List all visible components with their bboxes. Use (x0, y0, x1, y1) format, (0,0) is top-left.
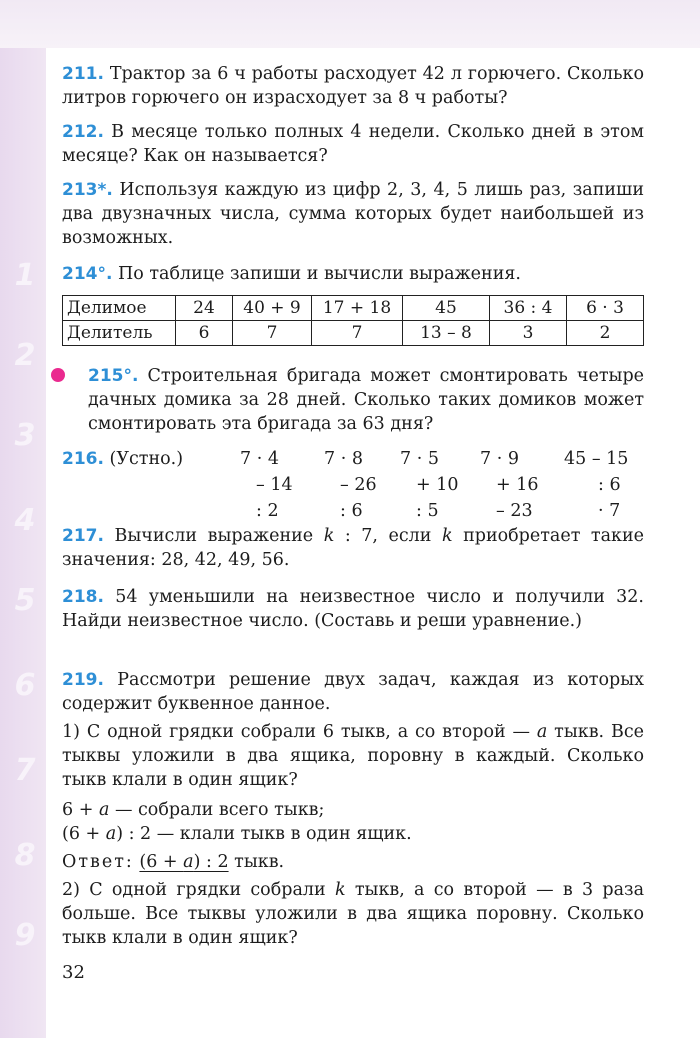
exercise-number: 211. (62, 64, 104, 84)
expression-column (564, 446, 628, 524)
expression-line: – 23 (496, 501, 533, 521)
exercise-219 (62, 668, 644, 716)
exercise-text: Вычисли выражение (103, 526, 324, 546)
solution-text: ) : 2 — клали тыкв в один ящик. (116, 824, 412, 844)
expression-line: + 16 (496, 475, 539, 495)
expression-line: + 10 (416, 475, 459, 495)
expression-column (240, 446, 293, 524)
exercise-214 (62, 262, 644, 286)
page-header-band (0, 0, 700, 48)
expression-column (480, 446, 539, 524)
table-row (63, 296, 644, 321)
exercise-number: 215°. (88, 366, 139, 386)
solution-line-1 (62, 798, 644, 822)
expression-line: 45 – 15 (564, 449, 629, 469)
exercise-text: Рассмотри решение двух задач, каждая из которых содержит буквенное данное. (62, 670, 644, 714)
expression-line: – 26 (340, 475, 377, 495)
exercise-212 (62, 120, 644, 168)
task-text: 2) С одной грядки собрали (62, 880, 335, 900)
exercise-218 (62, 585, 644, 633)
expression-line: : 6 (340, 501, 363, 521)
expression-line: – 14 (256, 475, 293, 495)
expression-column (400, 446, 459, 524)
table-cell: 6 · 3 (567, 296, 644, 321)
exercise-number: 214°. (62, 264, 113, 284)
table-cell: 45 (403, 296, 490, 321)
side-number: 8 (14, 838, 36, 873)
exercise-number: 212. (62, 122, 104, 142)
expression-line: : 5 (416, 501, 439, 521)
table-cell: Делимое (63, 296, 176, 321)
table-cell: Делитель (63, 321, 176, 346)
side-number: 9 (14, 918, 36, 953)
exercise-216-heading (62, 446, 183, 472)
answer-part: (6 + (139, 852, 184, 872)
side-margin-strip (0, 48, 46, 1038)
table-row (63, 321, 644, 346)
side-number: 6 (14, 668, 36, 703)
task-text: тыкв. Все тыквы уложили в два ящика, поровну в каждый. Сколько тыкв клали в один ящик? (62, 722, 644, 790)
oral-label: (Устно.) (109, 449, 184, 469)
variable: a (183, 852, 194, 872)
solution-text: 6 + (62, 800, 99, 820)
answer-expression (139, 852, 228, 872)
table-cell: 17 + 18 (312, 296, 403, 321)
exercise-marker-icon (51, 368, 65, 382)
answer-line (62, 850, 644, 874)
expression-line: 7 · 5 (400, 449, 439, 469)
expression-line: : 6 (598, 475, 621, 495)
exercise-text: Используя каждую из цифр 2, 3, 4, 5 лишь раз, запиши два двузначных числа, сумма которых будет наибольшей из возможных. (62, 180, 644, 248)
exercise-text: приобретает такие значения: 28, 42, 49, 56. (62, 526, 644, 570)
table-cell: 36 : 4 (490, 296, 567, 321)
exercise-213 (62, 178, 644, 250)
exercise-number: 218. (62, 587, 104, 607)
side-number: 3 (14, 418, 36, 453)
expression-line: : 2 (256, 501, 279, 521)
variable: a (105, 824, 117, 844)
variable: k (334, 880, 346, 900)
task-1 (62, 720, 644, 792)
exercise-number: 213*. (62, 180, 113, 200)
table-cell: 24 (176, 296, 233, 321)
exercise-text: Трактор за 6 ч работы расходует 42 л горючего. Сколько литров горючего он израсходует за 8 ч работы? (62, 64, 644, 108)
page-number: 32 (62, 962, 85, 983)
division-table (62, 295, 644, 346)
exercise-number: 217. (62, 526, 104, 546)
side-number: 5 (14, 583, 36, 618)
exercise-215 (88, 364, 644, 436)
table-cell: 13 – 8 (403, 321, 490, 346)
expression-line: 7 · 4 (240, 449, 279, 469)
variable: a (536, 722, 548, 742)
answer-part: ) : 2 (193, 852, 229, 872)
exercise-text: По таблице запиши и вычисли выражения. (112, 264, 521, 284)
solution-line-2 (62, 822, 644, 846)
exercise-number: 219. (62, 670, 104, 690)
side-number: 7 (14, 753, 36, 788)
table-cell: 7 (233, 321, 312, 346)
variable: k (441, 526, 453, 546)
expression-line: · 7 (598, 501, 621, 521)
table-cell: 2 (567, 321, 644, 346)
solution-text: (6 + (62, 824, 106, 844)
expression-line: 7 · 9 (480, 449, 519, 469)
task-text: тыкв, а со второй — в 3 раза больше. Все тыквы уложили в два ящика поровну. Сколько тыкв клали в один ящик? (62, 880, 645, 948)
variable: a (98, 800, 110, 820)
exercise-217 (62, 524, 644, 572)
exercise-text: Строительная бригада может смонтировать четыре дачных домика за 28 дней. Сколько таких домиков может смонтировать эта бригада за 63 дня? (88, 366, 644, 434)
exercise-text: 54 уменьшили на неизвестное число и получили 32. Найди неизвестное число. (Составь и реши уравнение.) (62, 587, 644, 631)
answer-label: Ответ: (62, 852, 134, 872)
task-text: 1) С одной грядки собрали 6 тыкв, а со второй — (62, 722, 537, 742)
table-cell: 7 (312, 321, 403, 346)
expression-column (324, 446, 377, 524)
expression-line: 7 · 8 (324, 449, 363, 469)
exercise-number: 216. (62, 449, 104, 469)
task-2 (62, 878, 644, 950)
exercise-text: : 7, если (334, 526, 442, 546)
table-cell: 3 (490, 321, 567, 346)
exercise-text: В месяце только полных 4 недели. Сколько дней в этом месяце? Как он называется? (62, 122, 644, 166)
side-number: 2 (14, 338, 36, 373)
variable: k (323, 526, 335, 546)
side-number: 4 (14, 503, 36, 538)
table-cell: 40 + 9 (233, 296, 312, 321)
table-cell: 6 (176, 321, 233, 346)
solution-text: — собрали всего тыкв; (109, 800, 325, 820)
side-number: 1 (14, 258, 36, 293)
answer-tail: тыкв. (228, 852, 285, 872)
exercise-211 (62, 62, 644, 110)
